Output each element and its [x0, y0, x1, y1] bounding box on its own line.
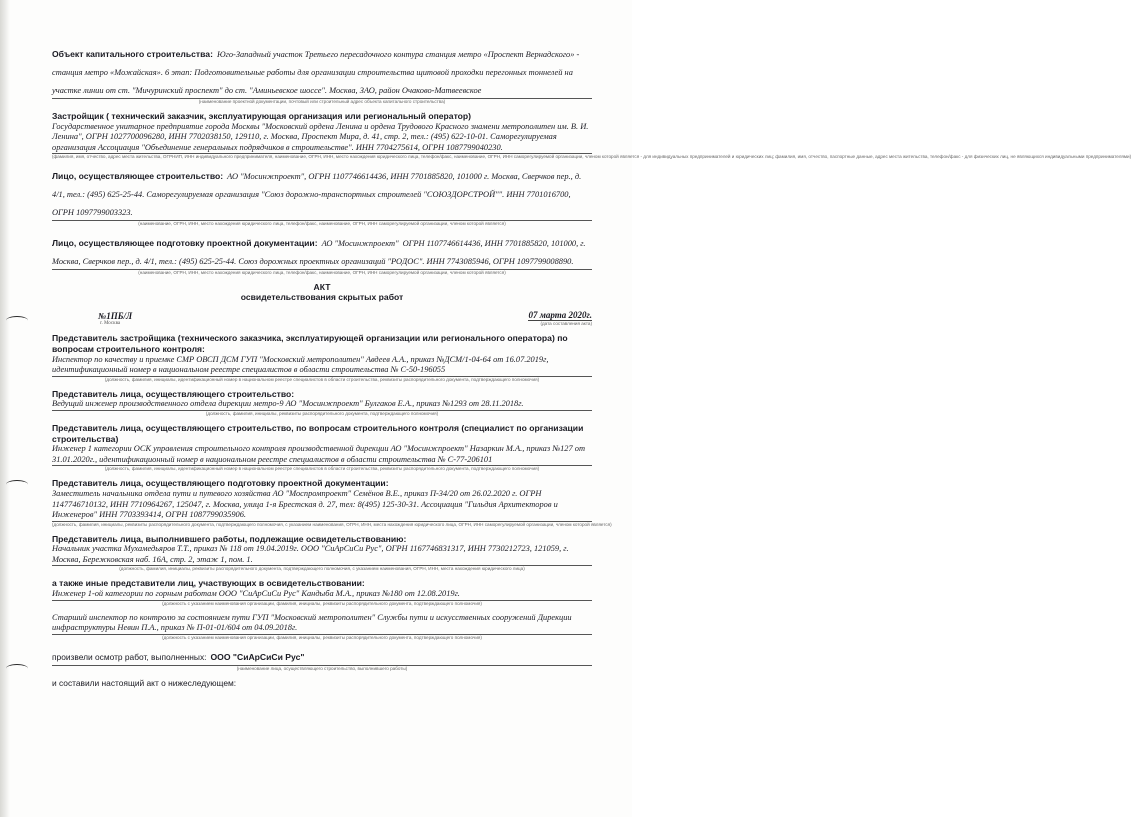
other-rep-1: Инженер 1-ой категории по горным работам ООО "СиАрСиСи Рус" Кандыба М.А., приказ №180 от 12.08.2019г. — [52, 589, 460, 599]
developer-label: Застройщик ( технический заказчик, эксплуатирующая организация или региональный оператор) — [52, 111, 472, 121]
act-date: 07 марта 2020г. — [528, 310, 592, 321]
designer-caption: (наименование, ОГРН, ИНН, место нахождения юридического лица, телефон/факс, наименование, ОГРН, ИНН саморегулируемой организации, членом которой является) — [52, 269, 592, 276]
other-rep-2-caption: (должность с указанием наименования организации, фамилия, инициалы, реквизиты распорядительного документа, подтверждающего полномочия) — [52, 634, 592, 641]
builder-label: Лицо, осуществляющее строительство: — [52, 171, 224, 182]
scan-edge-shadow — [0, 0, 10, 817]
designer-label: Лицо, осуществляющее подготовку проектной документации: — [52, 238, 318, 249]
other-rep-2: Старший инспектор по контролю за состоянием пути ГУП "Московский метрополитен" Службы пути и искусственных сооружений Дирекции инфраструктуры Невин П.А., приказ № П-01-01/604 от 04.09.2018г. — [52, 612, 572, 633]
act-subtitle: освидетельствования скрытых работ — [240, 292, 404, 303]
act-date-caption: (дата составления акта) — [540, 321, 592, 327]
rep-performer-text: Начальник участка Мухамедьяров Т.Т., приказ № 118 от 19.04.2019г. ООО "СиАрСиСи Рус", ОГРН 1167746831317, ИНН 7730212723, 121059, г. Москва, Бережковская наб. 16А, стр. 2, этаж 1, пом. 1. — [52, 544, 569, 564]
rep-builder-control-text: Инженер 1 категории ОСК управления строительного контроля производственной дирекции АО "Мосинжпроект" Назаркин М.А., приказ №127 от 31.01.2020г., идентификационный номер в национальном реестре специалистов в области строительства № С-77-206101 — [52, 444, 586, 464]
builder-text: АО "Мосинжпроект", ОГРН 1107746614436, ИНН 7701885820, 101000 г. Москва, Сверчков пер., д. 4/1, тел.: (495) 625-25-44. Саморегулируемая организация "Союз дорожно-транспортных строителей "СОЮЗДОРСТРОЙ"". ИНН 7701016700, ОГРН 1097799003323. — [52, 172, 582, 218]
rep-developer-caption: (должность, фамилия, инициалы, идентификационный номер в национальном реестре специалистов в области строительства, реквизиты распорядительного документа, подтверждающего полномочия) — [52, 376, 592, 383]
act-place: г. Москва — [100, 321, 121, 327]
builder-section — [52, 166, 592, 220]
act-title: АКТ — [313, 282, 331, 293]
rep-builder-caption: (должность, фамилия, инициалы, реквизиты распорядительного документа, подтверждающего полномочия) — [52, 410, 592, 417]
inspection-label: произвели осмотр работ, выполненных: — [52, 651, 207, 662]
designer-section — [52, 233, 592, 269]
other-rep-1-caption: (должность с указанием наименования организации, фамилия, инициалы, реквизиты распорядительного документа, подтверждающего полномочия) — [52, 600, 592, 607]
inspection-line — [52, 647, 592, 665]
closing-line: и составили настоящий акт о нижеследующем: — [52, 677, 237, 688]
object-section — [52, 44, 592, 98]
designer-text-lead: АО "Мосинжпроект" — [321, 239, 399, 249]
designer-text: ОГРН 1107746614436, ИНН 7701885820, 101000, г. Москва, Сверчков пер., д. 4/1, тел.: (495) 625-25-44. Союз дорожных проектных организаций "РОДОС". ИНН 7743085946, ОГРН 1097799008890. — [52, 239, 586, 267]
rep-designer-text: Заместитель начальника отдела пути и путевого хозяйства АО "Моспромпроект" Семёнов В.Е., приказ П-34/20 от 26.02.2020 г. ОГРН 1147746710132, ИНН 7710964267, 125047, г. Москва, улица 1-я Брестская д. 27, тел: 8(495) 125-30-31. Ассоциация "Гильдия Архитекторов и Инженеров" ИНН 7703393414, ОГРН 1087799035906. — [52, 488, 558, 520]
rep-builder-label: Представитель лица, осуществляющего строительство: — [52, 388, 295, 399]
object-caption: (наименование проектной документации, почтовый или строительный адрес объекта капитального строительства) — [52, 98, 592, 105]
rep-designer-caption: (должность, фамилия, инициалы, реквизиты распорядительного документа, подтверждающего полномочия, с указанием наименования, ОГРН, ИНН, места нахождения юридического лица, ОГРН, ИНН саморегулируемой организации, членом которой является) — [52, 521, 612, 527]
inspection-caption: (наименование лица, осуществляющего строительство, выполнившего работы) — [52, 665, 592, 672]
builder-caption: (наименование, ОГРН, ИНН, место нахождения юридического лица, телефон/факс, наименование, ОГРН, ИНН саморегулируемой организации, членом которой является) — [52, 220, 592, 227]
rep-designer-label: Представитель лица, осуществляющего подготовку проектной документации: — [52, 478, 389, 489]
act-number: №1ПБ/Л — [98, 311, 133, 322]
rep-developer-text: Инспектор по качеству и приемке СМР ОВСП ДСМ ГУП "Московский метрополитен" Авдеев А.А., приказ №ДСМ/1-04-64 от 16.07.2019г, идентификационный номер в национальном реестре специалистов в области строительства № С-50-196055 — [52, 354, 549, 375]
rep-builder-control-caption: (должность, фамилия, инициалы, идентификационный номер в национальном реестре специалистов в области строительства, реквизиты распорядительного документа, подтверждающего полномочия) — [52, 465, 592, 472]
punch-hole-mark — [6, 664, 28, 673]
developer-text: Государственное унитарное предприятие города Москвы "Московский ордена Ленина и ордена Трудового Красного знамени метрополитен им. В. И. Ленина", ОГРН 1027700096280, ИНН 7702038150, 129110, г. Москва, Проспект Мира, д. 41, стр. 2, тел.: (495) 622-10-01. Саморегулируемая организация Ассоциация "Объединение генеральных подрядчиков в строительстве". ИНН 7704275614, ОГРН 1087799040230. — [52, 121, 589, 152]
rep-builder-text: Ведущий инженер производственного отдела дирекции метро-9 АО "Мосинжпроект" Булгаков Е.А., приказ №1293 от 28.11.2018г. — [52, 399, 524, 409]
act-place-row — [52, 321, 592, 333]
punch-hole-mark — [6, 480, 28, 489]
rep-performer-label: Представитель лица, выполнившего работы, подлежащие освидетельствованию: — [52, 533, 407, 544]
rep-performer-caption: (должность, фамилия, инициалы, реквизиты распорядительного документа, подтверждающего полномочия, с указанием наименования, ОГРН, ИНН, места нахождения юридического лица) — [52, 565, 592, 572]
punch-hole-mark — [6, 316, 28, 325]
rep-developer-label: Представитель застройщика (технического заказчика, эксплуатирующей организации или регионального оператора) по вопросам строительного контроля: — [52, 333, 568, 354]
inspection-value: ООО "СиАрСиСи Рус" — [210, 651, 305, 662]
object-label: Объект капитального строительства: — [52, 49, 213, 59]
object-text: Юго-Западный участок Третьего пересадочного контура станция метро «Проспект Вернадского» - станция метро «Можайская». 6 этап: Подготовительные работы для организации строительства щитовой проходки перегонных тоннелей на участке линии от ст. "Мичуринский проспект" до ст. "Аминьевское шоссе". Москва, ЗАО, район Очаково-Матвеевское — [52, 50, 580, 95]
act-number-row — [52, 310, 592, 321]
rep-builder-control-label: Представитель лица, осуществляющего строительство, по вопросам строительного контроля (специалист по организации строительства) — [52, 422, 584, 444]
developer-caption: (фамилия, имя, отчество, адрес места жительства, ОГРНИП, ИНН индивидуального предпринимателя, наименование, ОГРН, ИНН, место нахождения юридического лица, телефон/факс, наименование, ОГРН, ИНН саморегулируемой организации, членом которой является - для индивидуальных предпринимателей и юридических лиц; фамилия, имя, отчество, паспортные данные, адрес места жительства, телефон/факс - для физических лиц, не являющихся индивидуальными предпринимателями) — [52, 154, 1131, 160]
other-reps-label: а также иные представители лиц, участвующих в освидетельствовании: — [52, 578, 365, 589]
document-body — [52, 44, 1131, 688]
